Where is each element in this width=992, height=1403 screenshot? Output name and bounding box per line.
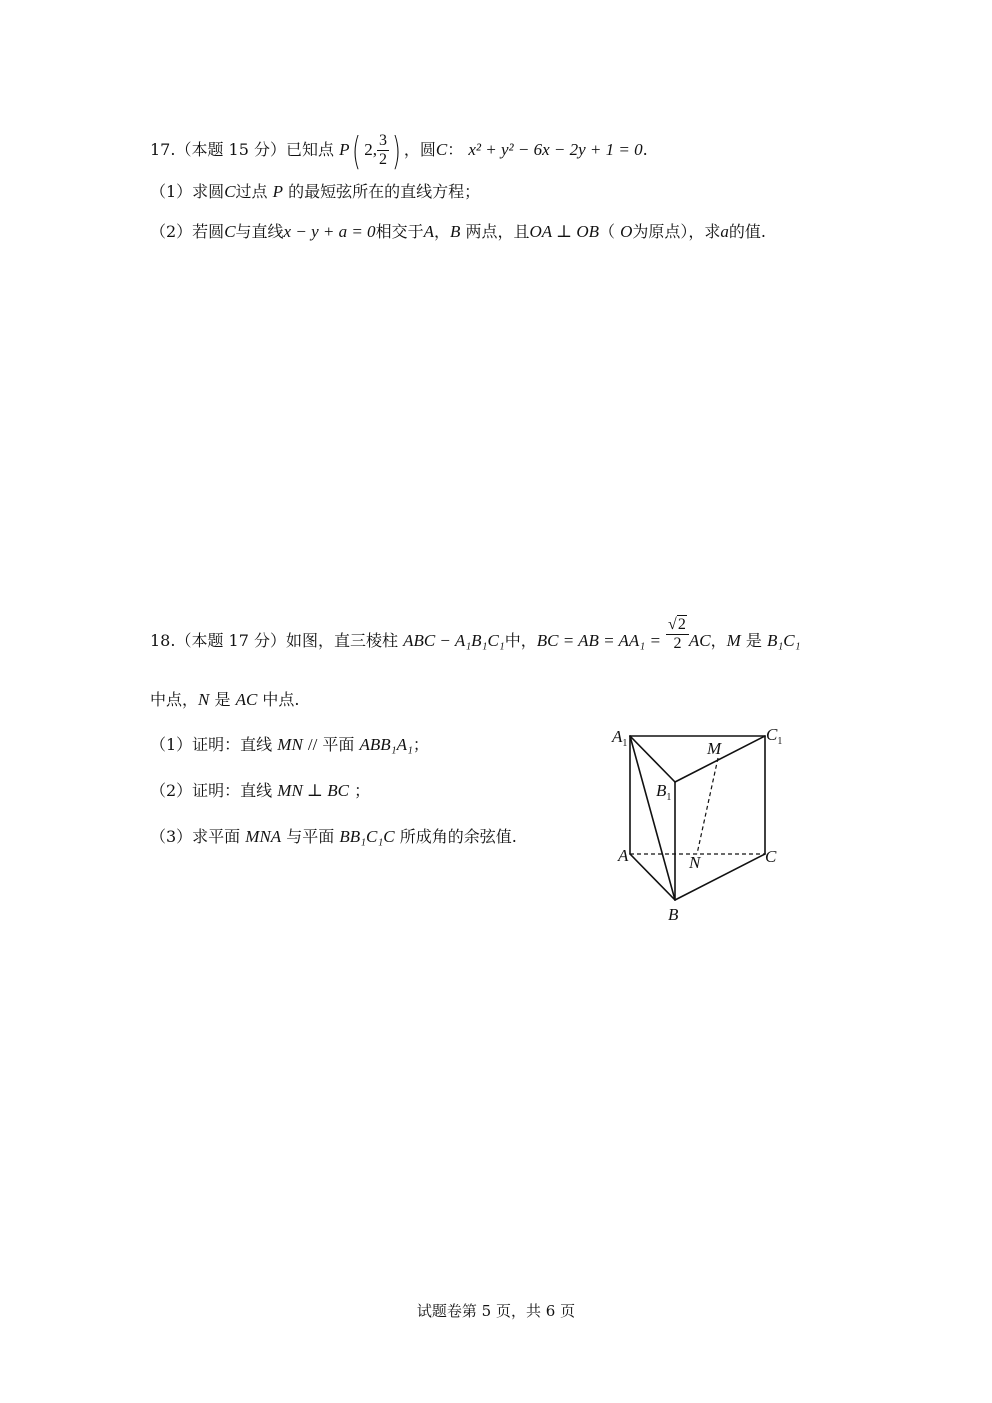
edge-a1-b bbox=[630, 736, 675, 900]
q17-circle-sep: ，圆 bbox=[403, 140, 436, 159]
q17-equation: x² + y² − 6x − 2y + 1 = 0 bbox=[468, 140, 643, 159]
q18-part1-par: // bbox=[307, 735, 318, 754]
q17-part2-end: 的值. bbox=[728, 222, 766, 241]
q18-part1-end: ； bbox=[412, 735, 429, 754]
label-a1: $A_1$ bbox=[612, 727, 628, 749]
q18-eq-left: BC = AB = AA₁ = bbox=[536, 631, 661, 650]
q17-part1-mid: 过点 bbox=[235, 182, 268, 201]
prism-figure bbox=[600, 720, 800, 930]
q18-part1-plane: ABB₁A₁ bbox=[359, 735, 413, 754]
q18-line2 bbox=[150, 689, 299, 711]
q17-part1 bbox=[150, 181, 480, 203]
label-m: M bbox=[707, 739, 722, 758]
q18-line2-c: 中点. bbox=[262, 690, 300, 709]
q17-p-den: 2 bbox=[379, 151, 388, 168]
q17-part2-c: C bbox=[224, 222, 236, 241]
q18-part3-mna: MNA bbox=[245, 827, 282, 846]
q17-part2-mid1: 与直线 bbox=[235, 222, 284, 241]
q18-part2-expr: MN ⊥ BC bbox=[277, 781, 349, 800]
q17-part1-prefix: （1）求圆 bbox=[150, 182, 225, 201]
q17-a: a bbox=[720, 222, 729, 241]
q18-ac2: AC bbox=[235, 690, 258, 709]
label-c: C bbox=[765, 847, 777, 866]
q18-part2-end: ； bbox=[354, 781, 371, 800]
q18-part2 bbox=[150, 780, 370, 802]
q18-prism: ABC − A₁B₁C₁ bbox=[403, 631, 505, 650]
right-paren: ) bbox=[392, 128, 401, 173]
label-c1: $C_1$ bbox=[766, 725, 783, 747]
q17-point-a: A bbox=[423, 222, 434, 241]
q17-part2-mid5: 为原点），求 bbox=[632, 222, 721, 241]
q17-part2-mid2: 相交于 bbox=[375, 222, 424, 241]
q18-part1-prefix: （1）证明：直线 bbox=[150, 735, 273, 754]
q18-heading-line bbox=[150, 616, 801, 653]
label-b: B bbox=[668, 905, 679, 924]
q17-part1-suffix: 的最短弦所在的直线方程； bbox=[288, 182, 481, 201]
q18-part2-prefix: （2）证明：直线 bbox=[150, 781, 273, 800]
q18-den: 2 bbox=[673, 635, 682, 652]
q18-m-sep: ， bbox=[710, 631, 727, 650]
q17-circle-c: C bbox=[435, 140, 448, 159]
q17-colon: ： bbox=[447, 140, 464, 159]
q18-b1c1: B₁C₁ bbox=[766, 631, 801, 650]
q18-n: N bbox=[198, 690, 210, 709]
left-paren: ( bbox=[352, 128, 362, 173]
q17-point-b: B bbox=[449, 222, 461, 241]
segment-mn-hidden bbox=[697, 758, 718, 854]
label-a: A bbox=[618, 846, 629, 865]
q18-part3-plane: BB₁C₁C bbox=[339, 827, 395, 846]
q17-comma: ， bbox=[433, 222, 450, 241]
q17-line-equation: x − y + a = 0 bbox=[283, 222, 376, 241]
q17-part1-c: C bbox=[224, 182, 236, 201]
q17-part2-mid3: 两点，且 bbox=[465, 222, 530, 241]
q17-p-x: 2, bbox=[364, 140, 378, 159]
q18-m: M bbox=[726, 631, 741, 650]
q17-p-fraction bbox=[377, 132, 389, 169]
q18-sqrt: √2 bbox=[666, 616, 689, 635]
q18-shi: 是 bbox=[745, 631, 762, 650]
q18-part1-mid: 平面 bbox=[322, 735, 355, 754]
q18-part1-mn: MN bbox=[277, 735, 303, 754]
q17-heading: 17.（本题 15 分）已知点 bbox=[150, 140, 334, 159]
q17-origin: O bbox=[620, 222, 633, 241]
q18-zhong: 中， bbox=[504, 631, 537, 650]
q17-point-p: P bbox=[339, 140, 350, 159]
page-footer: 试题卷第 5 页，共 6 页 bbox=[416, 1302, 576, 1320]
q18-part3-end: 所成角的余弦值. bbox=[399, 827, 517, 846]
q18-sqrt-num: 2 bbox=[677, 616, 686, 633]
label-b1: $B_1$ bbox=[656, 781, 672, 803]
q17-p-num: 3 bbox=[379, 132, 388, 149]
q18-ac: AC bbox=[688, 631, 711, 650]
q17-part2 bbox=[150, 221, 766, 243]
q17-part2-prefix: （2）若圆 bbox=[150, 222, 225, 241]
q17-part2-mid4: （ bbox=[599, 222, 616, 241]
q17-perp: OA ⊥ OB bbox=[529, 222, 599, 241]
q18-part1 bbox=[150, 734, 429, 756]
q18-part3 bbox=[150, 826, 517, 848]
label-n: N bbox=[689, 853, 701, 872]
q18-line2-a: 中点， bbox=[150, 690, 199, 709]
q18-fraction bbox=[666, 616, 689, 653]
q18-part3-mid: 与平面 bbox=[286, 827, 335, 846]
q17-end: . bbox=[642, 140, 648, 159]
q17-heading-line bbox=[150, 128, 648, 173]
q18-line2-b: 是 bbox=[214, 690, 231, 709]
q18-heading: 18.（本题 17 分）如图，直三棱柱 bbox=[150, 631, 398, 650]
q18-part3-prefix: （3）求平面 bbox=[150, 827, 241, 846]
q17-part1-p: P bbox=[272, 182, 284, 201]
